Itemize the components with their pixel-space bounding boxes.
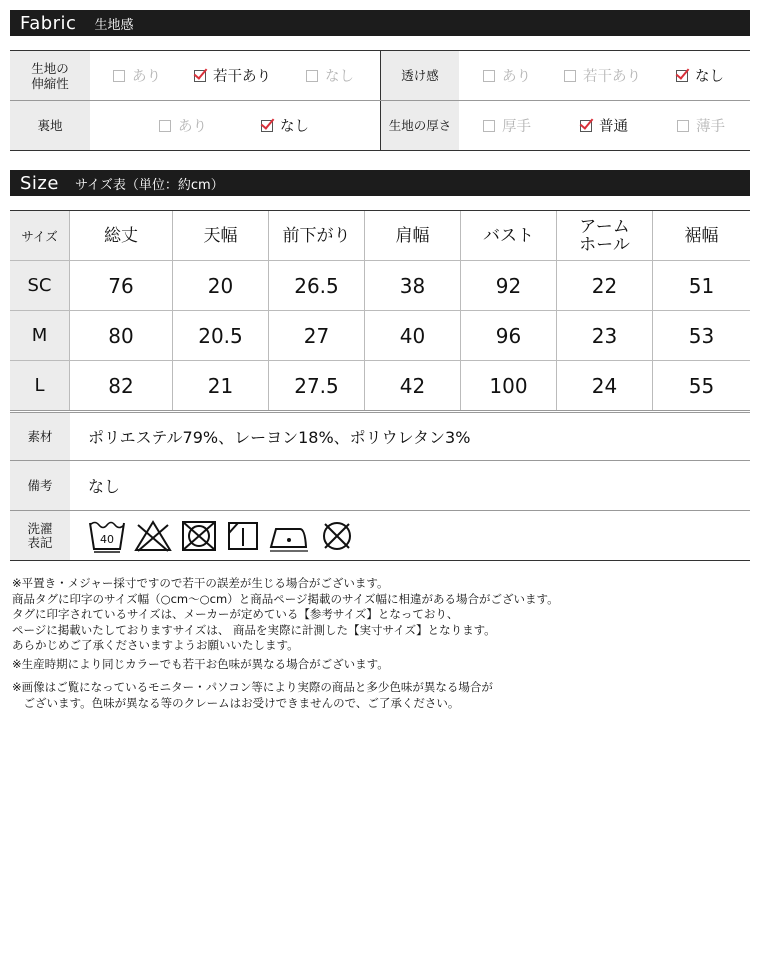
note-line: ※生産時期により同じカラーでも若干お色味が異なる場合がございます。 — [12, 656, 389, 671]
notes — [12, 576, 559, 711]
note-line: ※画像はご覧になっているモニター・パソコン等により実際の商品と多少色味が異なる場合が — [12, 680, 493, 694]
note-line: ※平置き・メジャー採寸ですので若干の誤差が生じる場合がございます。 — [12, 576, 389, 590]
checkbox-icon — [306, 70, 318, 82]
sheer-option-no: なし — [676, 51, 724, 100]
size-value: 96 — [461, 311, 557, 361]
iron-low-icon — [268, 519, 310, 553]
col-header: 天幅 — [173, 211, 269, 261]
sheer-label: 透け感 — [381, 51, 459, 100]
stretch-option-slight: 若干あり — [194, 51, 271, 100]
checkbox-icon — [159, 120, 171, 132]
lining-label: 裏地 — [10, 101, 90, 150]
thickness-option-normal: 普通 — [580, 101, 628, 150]
size-value: 53 — [653, 311, 750, 361]
thickness-label: 生地の厚さ — [381, 101, 459, 150]
no-bleach-icon — [134, 519, 172, 553]
note-line: 商品タグに印字のサイズ幅（○cm〜○cm）と商品ページ掲載のサイズ幅に相違がある場合がございます。 — [12, 591, 559, 606]
size-header-jp: サイズ表（単位：約cm） — [74, 177, 224, 193]
sheer-option-yes: あり — [483, 51, 531, 100]
size-label: L — [10, 361, 70, 411]
col-header: 肩幅 — [365, 211, 461, 261]
size-value: 22 — [557, 261, 653, 311]
size-value: 27.5 — [269, 361, 365, 411]
fabric-header-jp: 生地感 — [94, 17, 134, 33]
size-label: M — [10, 311, 70, 361]
sheer-option-slight: 若干あり — [564, 51, 641, 100]
size-value: 92 — [461, 261, 557, 311]
note-line: ページに掲載いたしておりますサイズは、 商品を実際に計測した【実寸サイズ】となります。 — [12, 622, 496, 637]
checkbox-icon — [483, 70, 495, 82]
size-header-en: Size — [20, 172, 59, 194]
thickness-option-thick: 厚手 — [483, 101, 531, 150]
fabric-header-en: Fabric — [20, 12, 77, 34]
stretch-option-no: なし — [306, 51, 354, 100]
checkbox-checked-icon — [580, 120, 592, 132]
checkbox-icon — [677, 120, 689, 132]
size-value: 55 — [653, 361, 750, 411]
checkbox-icon — [113, 70, 125, 82]
lining-option-no: なし — [261, 101, 309, 150]
no-dry-clean-icon — [318, 519, 356, 553]
size-value: 24 — [557, 361, 653, 411]
note-line: あらかじめご了承くださいますようお願いいたします。 — [12, 638, 299, 652]
size-header — [10, 170, 750, 196]
remarks-row — [10, 461, 750, 511]
col-header: 裾幅 — [653, 211, 750, 261]
remarks-label: 備考 — [10, 461, 70, 510]
care-row — [10, 511, 750, 561]
checkbox-checked-icon — [261, 120, 273, 132]
size-value: 27 — [269, 311, 365, 361]
fabric-header — [10, 10, 750, 36]
size-value: 26.5 — [269, 261, 365, 311]
size-value: 23 — [557, 311, 653, 361]
stretch-label: 生地の 伸縮性 — [10, 51, 90, 100]
wash-temp: 40 — [100, 532, 114, 546]
size-value: 80 — [70, 311, 173, 361]
size-value: 100 — [461, 361, 557, 411]
remarks-value: なし — [88, 477, 121, 496]
col-header: 前下がり — [269, 211, 365, 261]
size-value: 21 — [173, 361, 269, 411]
care-label: 洗濯 表記 — [10, 511, 70, 560]
size-value: 20 — [173, 261, 269, 311]
no-tumble-dry-icon — [180, 519, 218, 553]
size-value: 42 — [365, 361, 461, 411]
fabric-row-2 — [10, 101, 750, 150]
checkbox-checked-icon — [194, 70, 206, 82]
size-value: 40 — [365, 311, 461, 361]
size-value: 82 — [70, 361, 173, 411]
care-icons — [88, 511, 356, 560]
size-table — [10, 210, 750, 411]
note-line: タグに印字されているサイズは、メーカーが定めている【参考サイズ】となっており、 — [12, 607, 459, 621]
material-label: 素材 — [10, 413, 70, 460]
col-header: バスト — [461, 211, 557, 261]
size-label: SC — [10, 261, 70, 311]
thickness-option-thin: 薄手 — [677, 101, 725, 150]
stretch-option-yes: あり — [113, 51, 161, 100]
material-row — [10, 413, 750, 461]
lining-option-yes: あり — [159, 101, 207, 150]
drip-dry-shade-icon — [226, 519, 260, 553]
fabric-row-1 — [10, 51, 750, 101]
checkbox-checked-icon — [676, 70, 688, 82]
wash-40-icon — [88, 519, 126, 553]
size-value: 38 — [365, 261, 461, 311]
col-header: 総丈 — [70, 211, 173, 261]
col-header: アーム ホール — [557, 211, 653, 261]
checkbox-icon — [564, 70, 576, 82]
note-line: ございます。色味が異なる等のクレームはお受けできませんので、ご了承ください。 — [12, 695, 460, 710]
size-corner: サイズ — [10, 211, 70, 261]
size-value: 51 — [653, 261, 750, 311]
material-value: ポリエステル79%、レーヨン18%、ポリウレタン3% — [88, 428, 471, 447]
size-value: 76 — [70, 261, 173, 311]
fabric-table — [10, 50, 750, 151]
checkbox-icon — [483, 120, 495, 132]
size-value: 20.5 — [173, 311, 269, 361]
